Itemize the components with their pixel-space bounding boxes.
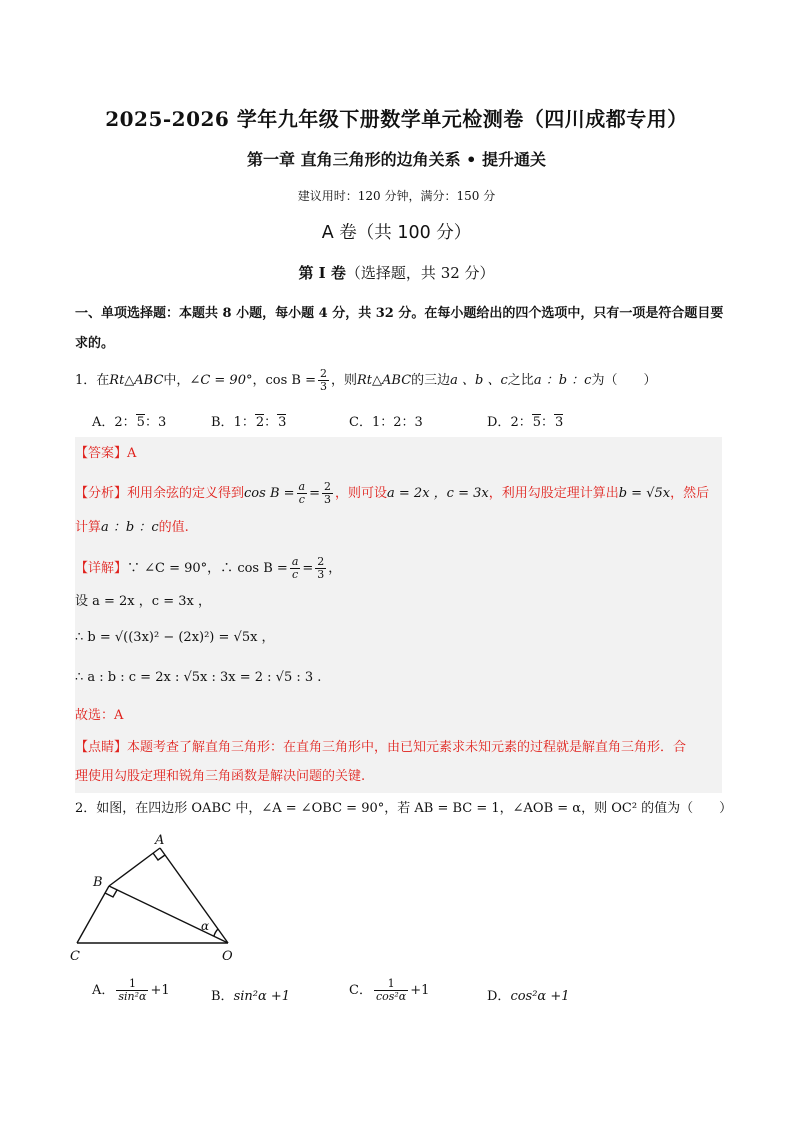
- analysis-math: a ：b ：c: [101, 520, 159, 535]
- analysis-math: =: [309, 486, 320, 501]
- analysis-line-2: [75, 518, 189, 538]
- detail-fraction: [315, 556, 326, 581]
- comment-text: 本题考查了解直角三角形：在直角三角形中，由已知元素求未知元素的过程就是解直角三角形．合: [127, 740, 687, 755]
- option-text: ：: [264, 415, 278, 430]
- q1-text: ，: [252, 373, 266, 388]
- answer-line: 【答案】A: [75, 446, 137, 461]
- q1-text: ，则: [331, 373, 358, 388]
- quadrilateral-figure: [60, 828, 250, 968]
- detail-label: 【详解】: [75, 561, 128, 576]
- label-alpha: α: [201, 919, 210, 933]
- fraction-numerator: 2: [324, 480, 331, 493]
- fraction-numerator: 2: [317, 555, 325, 568]
- q1-text: 的三边: [411, 373, 451, 388]
- detail-line: [75, 556, 341, 581]
- option-text: 1：2：3: [371, 415, 423, 430]
- q1-text: 为（ ）: [591, 373, 657, 388]
- detail-math: ，: [328, 561, 342, 576]
- comment-label: 【点睛】: [75, 740, 128, 755]
- option-text: 1：: [233, 415, 255, 430]
- fraction-numerator: a: [291, 555, 299, 568]
- analysis-fraction: [322, 481, 333, 506]
- fraction-numerator: 2: [320, 367, 327, 380]
- sqrt-radicand: 3: [278, 415, 287, 430]
- fraction-denominator: 3: [324, 493, 331, 506]
- q1-option-c[interactable]: [349, 411, 423, 430]
- option-label: B．: [211, 989, 234, 1004]
- segment-ao: [160, 848, 228, 943]
- q1-text: 1．在: [75, 373, 110, 388]
- label-b: B: [93, 875, 103, 890]
- q1-option-d[interactable]: [487, 411, 563, 430]
- time-score-advice: 建议用时：120 分钟，满分：150 分: [297, 189, 496, 203]
- analysis-text: 计算: [75, 520, 102, 535]
- option-label: B．: [211, 415, 234, 430]
- segment-ba: [109, 848, 160, 886]
- analysis-math: a = 2x ，c = 3x: [387, 486, 489, 501]
- q1-math: a 、b 、c: [450, 373, 508, 388]
- analysis-text: 利用余弦的定义得到: [127, 486, 245, 501]
- q2-option-d[interactable]: [487, 985, 570, 1004]
- analysis-text: ，利用勾股定理计算出: [488, 486, 619, 501]
- part-heading-bold: 第 I 卷: [298, 264, 346, 282]
- b-value-line: ∴ b = √((3x)² − (2x)²) = √5x ，: [75, 630, 275, 645]
- option-text: +1: [410, 983, 430, 998]
- volume-heading: A 卷（共 100 分）: [321, 223, 472, 243]
- part-heading-rest: （选择题，共 32 分）: [345, 264, 495, 282]
- segment-bo: [109, 886, 228, 943]
- q1-fraction: [318, 368, 329, 393]
- set-line: 设 a = 2x ，c = 3x ，: [75, 594, 211, 609]
- page-title: 2025-2026 学年九年级下册数学单元检测卷（四川成都专用）: [105, 107, 688, 131]
- analysis-fraction: [297, 481, 308, 506]
- question-1-stem: [75, 368, 656, 393]
- analysis-text: ，则可设: [335, 486, 388, 501]
- option-text: ：3: [144, 415, 167, 430]
- sqrt-radicand: 5: [136, 415, 145, 430]
- chapter-subtitle: 第一章 直角三角形的边角关系 • 提升通关: [247, 150, 546, 169]
- q1-text: 之比: [507, 373, 534, 388]
- option-text: +1: [150, 983, 170, 998]
- sqrt-radicand: 2: [255, 415, 265, 430]
- analysis-text: 的值.: [158, 520, 189, 535]
- q2-option-c[interactable]: [349, 978, 429, 1003]
- section-heading: 一、单项选择题：本题共 8 小题，每小题 4 分，共 32 分。在每小题给出的四个选项中，只有一项是符合题目要求的。: [75, 306, 724, 351]
- segment-cb: [77, 886, 109, 943]
- fraction-numerator: 1: [374, 978, 408, 991]
- fraction-numerator: a: [298, 480, 306, 493]
- comment-line-2: 理使用勾股定理和锐角三角函数是解决问题的关键.: [75, 769, 366, 784]
- option-label: C．: [349, 983, 372, 998]
- q1-option-b[interactable]: [211, 411, 286, 430]
- sqrt-radicand: 3: [555, 415, 564, 430]
- analysis-math: b = √5x: [618, 486, 671, 501]
- q1-text: 中，: [163, 373, 190, 388]
- option-text: cos²α +1: [510, 989, 570, 1004]
- sqrt-radicand: 5: [532, 415, 541, 430]
- analysis-line-1: [75, 481, 709, 506]
- fraction-denominator: c: [298, 493, 305, 506]
- q2-option-b[interactable]: [211, 985, 290, 1004]
- right-angle-mark-a: [153, 853, 165, 860]
- detail-math: =: [302, 561, 314, 576]
- choose-line: 故选：A: [75, 708, 124, 723]
- option-label: D．: [487, 989, 511, 1004]
- fraction-numerator: 1: [116, 978, 148, 991]
- label-o: O: [222, 949, 233, 964]
- analysis-math: cos B =: [244, 486, 295, 501]
- option-label: C．: [349, 415, 372, 430]
- option-text: ：: [541, 415, 555, 430]
- q2-option-a[interactable]: [92, 978, 170, 1003]
- ratio-line: ∴ a : b : c = 2x : √5x : 3x = 2 : √5 : 3 .: [75, 670, 322, 685]
- label-c: C: [70, 949, 80, 964]
- q1-math: Rt△ABC: [109, 373, 164, 388]
- q1-math: a ：b ：c: [533, 373, 592, 388]
- detail-math: ∵ ∠C = 90°，∴ cos B =: [127, 561, 288, 576]
- alpha-arc: [214, 929, 218, 936]
- fraction-denominator: sin²α: [118, 990, 147, 1003]
- analysis-text: ，然后: [670, 486, 710, 501]
- fraction-denominator: 3: [320, 380, 327, 393]
- option-text: 2：: [114, 415, 136, 430]
- fraction-denominator: 3: [317, 568, 325, 581]
- label-a: A: [155, 833, 165, 848]
- q1-math: cos B =: [265, 373, 316, 388]
- comment-line-1: [75, 738, 686, 758]
- question-2-stem: 2．如图，在四边形 OABC 中，∠A = ∠OBC = 90°，若 AB = BC = 1，∠AOB = α，则 OC² 的值为（ ）: [75, 801, 733, 816]
- analysis-label: 【分析】: [75, 486, 128, 501]
- option-text: sin²α +1: [233, 989, 291, 1004]
- option-text: 2：: [510, 415, 532, 430]
- detail-fraction: [290, 556, 301, 581]
- part-heading: [0, 262, 793, 283]
- option-label: A．: [92, 983, 115, 998]
- q1-math: ∠C = 90°: [189, 373, 253, 388]
- option-label: D．: [487, 415, 511, 430]
- q1-option-a[interactable]: [92, 411, 166, 430]
- option-label: A．: [92, 415, 115, 430]
- fraction-denominator: cos²α: [375, 990, 407, 1003]
- fraction-denominator: c: [292, 568, 299, 581]
- option-fraction: [116, 978, 148, 1003]
- option-fraction: [374, 978, 408, 1003]
- q1-math: Rt△ABC: [357, 373, 412, 388]
